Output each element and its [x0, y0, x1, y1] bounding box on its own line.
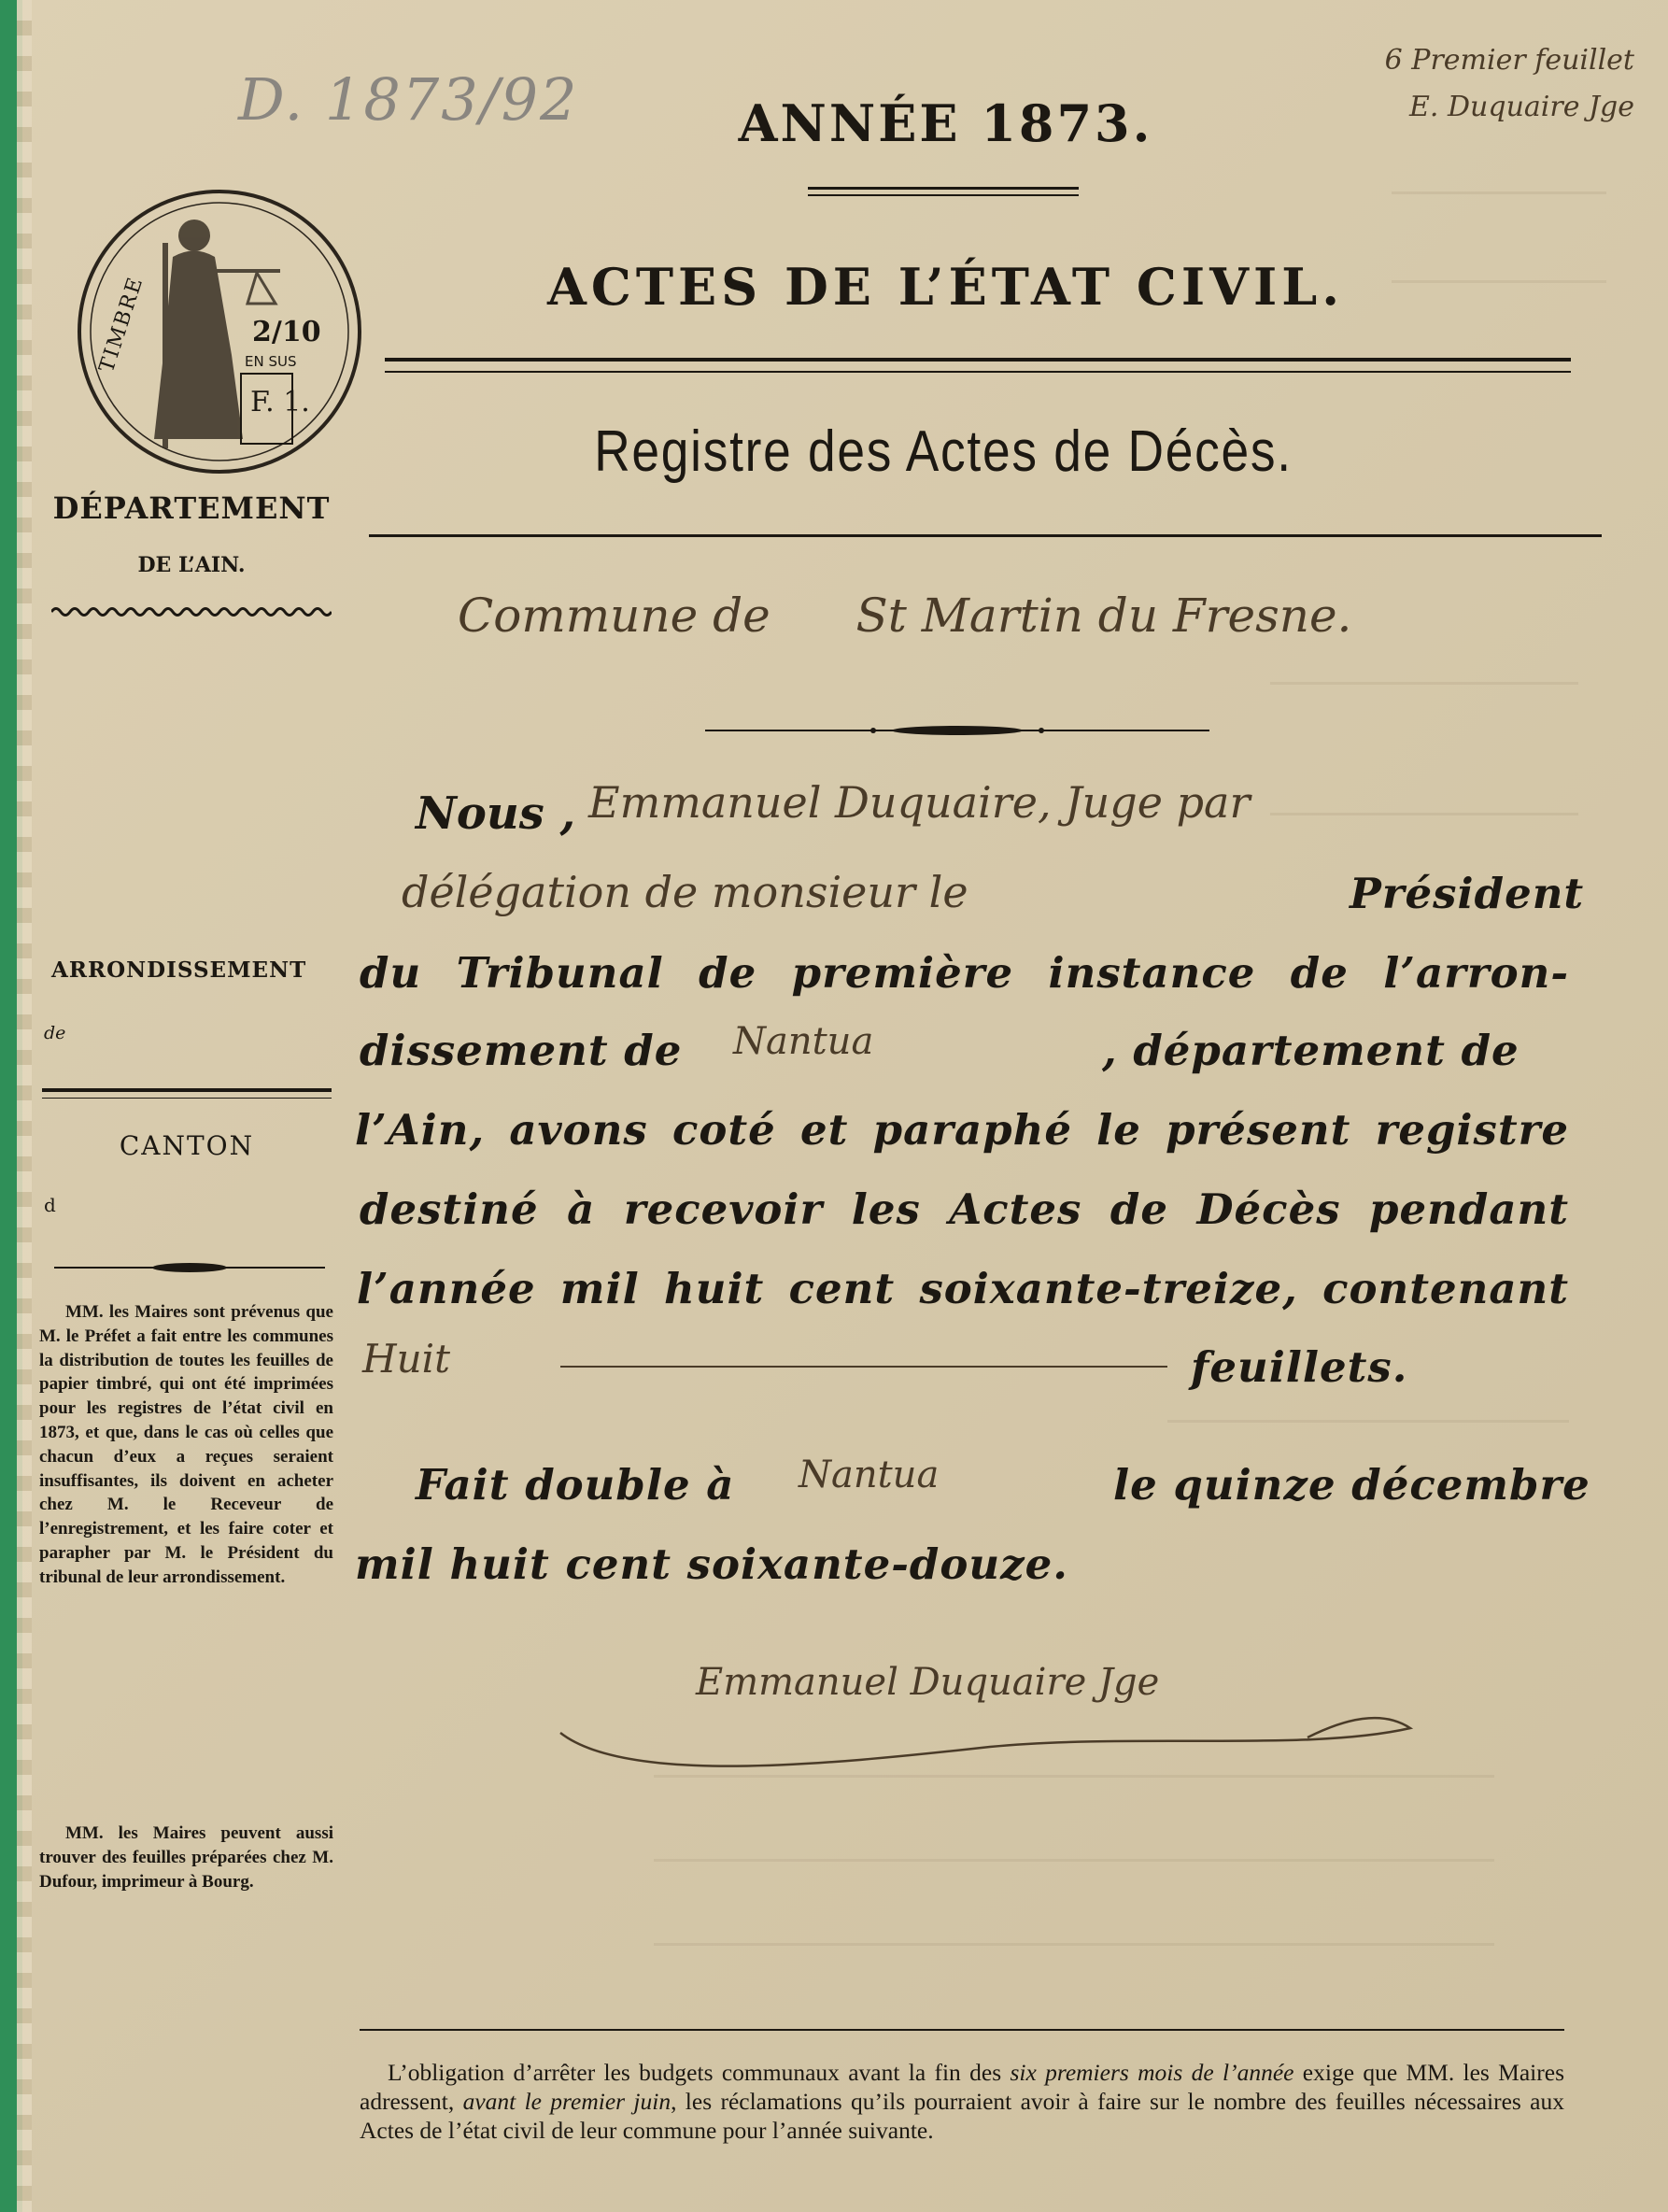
- sheet-count-dash: [560, 1366, 1167, 1368]
- heading-separator: [808, 187, 1079, 196]
- date-text: le quinze décembre: [1113, 1460, 1590, 1510]
- bleed-through: [654, 1943, 1494, 1946]
- arrondissement-label: ARRONDISSEMENT: [51, 957, 307, 983]
- commune-label: Commune de: [458, 588, 770, 643]
- bleed-through: [1270, 813, 1578, 815]
- body-line-annee: l’année mil huit cent soixante-treize, contenant: [357, 1264, 1569, 1313]
- sheet-count-handwritten: Huit: [362, 1336, 450, 1382]
- archive-reference: D. 1873/92: [238, 65, 579, 134]
- double-rule: [385, 358, 1571, 373]
- arrondissement-de: de: [44, 1023, 66, 1043]
- bleed-through: [654, 1859, 1494, 1862]
- actes-heading: ACTES DE L’ÉTAT CIVIL.: [546, 257, 1345, 317]
- judge-signature: Emmanuel Duquaire Jge: [696, 1661, 1160, 1704]
- footnote-part: exige que MM. les Maires adressent,: [360, 2059, 1564, 2115]
- judge-name-handwritten: Emmanuel Duquaire, Juge par: [588, 777, 1251, 828]
- canton-label: CANTON: [119, 1130, 255, 1161]
- sidebar-ornament: [54, 1261, 325, 1274]
- canton-d: d: [44, 1194, 56, 1216]
- footnote-rule: [360, 2029, 1564, 2031]
- tax-stamp-seal: [75, 187, 364, 476]
- year-heading: ANNÉE 1873.: [738, 93, 1153, 153]
- year-text: mil huit cent soixante-douze.: [355, 1539, 1068, 1589]
- title-rule: [369, 534, 1602, 537]
- bleed-through: [1270, 682, 1578, 685]
- bleed-through: [1392, 191, 1606, 194]
- stamp-timbre-text: TIMBRE: [94, 273, 148, 376]
- sidebar-rule: [42, 1088, 332, 1099]
- commune-line: [458, 588, 1351, 643]
- torn-edge: [17, 0, 32, 2212]
- footnote-emphasis: avant le premier juin: [462, 2088, 671, 2115]
- footnote-emphasis: six premiers mois de l’année: [1010, 2059, 1294, 2086]
- mayors-notice: MM. les Maires sont prévenus que M. le Préfet a fait entre les communes la distribution de toutes les feuilles de papier timbré, qui ont été imprimées pour les registres de l’état civil en 1873, et que, dans le cas où celles que chacun d’eux a reçues seraient insuffisantes, ils doivent en acheter chez M. le Receveur de l’enregistrement, et les faire coter et parapher par M. le Président du tribunal de leur arrondissement.: [39, 1302, 333, 1587]
- bleed-through: [654, 1775, 1494, 1778]
- corner-annotation-line: 6 Premier feuillet: [1384, 44, 1634, 77]
- nous-word: Nous ,: [416, 787, 576, 840]
- commune-value: St Martin du Fresne.: [855, 588, 1352, 643]
- register-title: Registre des Actes de Décès.: [594, 419, 1293, 484]
- printer-notice: MM. les Maires peuvent aussi trouver des feuilles préparées chez M. Dufour, imprimeur à Bourg.: [39, 1823, 333, 1892]
- stamp-en-sus: EN SUS: [245, 353, 297, 370]
- footnote-part: L’obligation d’arrêter les budgets communaux avant la fin des: [388, 2059, 1011, 2086]
- ornament-divider: [705, 724, 1209, 737]
- body-line-departement: , département de: [1102, 1026, 1520, 1075]
- fait-double: Fait double à: [416, 1460, 735, 1510]
- footnote-part: , les réclamations qu’ils pourraient avoir à faire sur le nombre des feuilles nécessaires aux Actes de l’état civil de leur commune pour l’année suivante.: [360, 2088, 1564, 2144]
- place-handwritten: Nantua: [799, 1453, 940, 1496]
- body-line-dissement: dissement de: [360, 1026, 683, 1075]
- body-line-ain: l’Ain, avons coté et paraphé le présent registre: [355, 1105, 1569, 1155]
- arrondissement-handwritten: Nantua: [733, 1020, 874, 1063]
- bleed-through: [1167, 1420, 1569, 1423]
- body-line-destine: destiné à recevoir les Actes de Décès pendant: [360, 1184, 1569, 1234]
- department-label: DÉPARTEMENT: [52, 490, 331, 526]
- wavy-divider: [51, 605, 332, 618]
- president-word: Président: [1350, 869, 1585, 918]
- body-line-tribunal: du Tribunal de première instance de l’arron-: [360, 948, 1569, 998]
- feuillets-word: feuillets.: [1191, 1342, 1408, 1392]
- corner-annotation-line: E. Duquaire Jge: [1409, 91, 1634, 123]
- stamp-code: F. 1.: [250, 386, 310, 418]
- stamp-price: 2/10: [252, 316, 321, 348]
- department-name: DE L’AIN.: [137, 553, 246, 577]
- footnote: [360, 2058, 1564, 2145]
- delegation-handwritten: délégation de monsieur le: [402, 867, 968, 917]
